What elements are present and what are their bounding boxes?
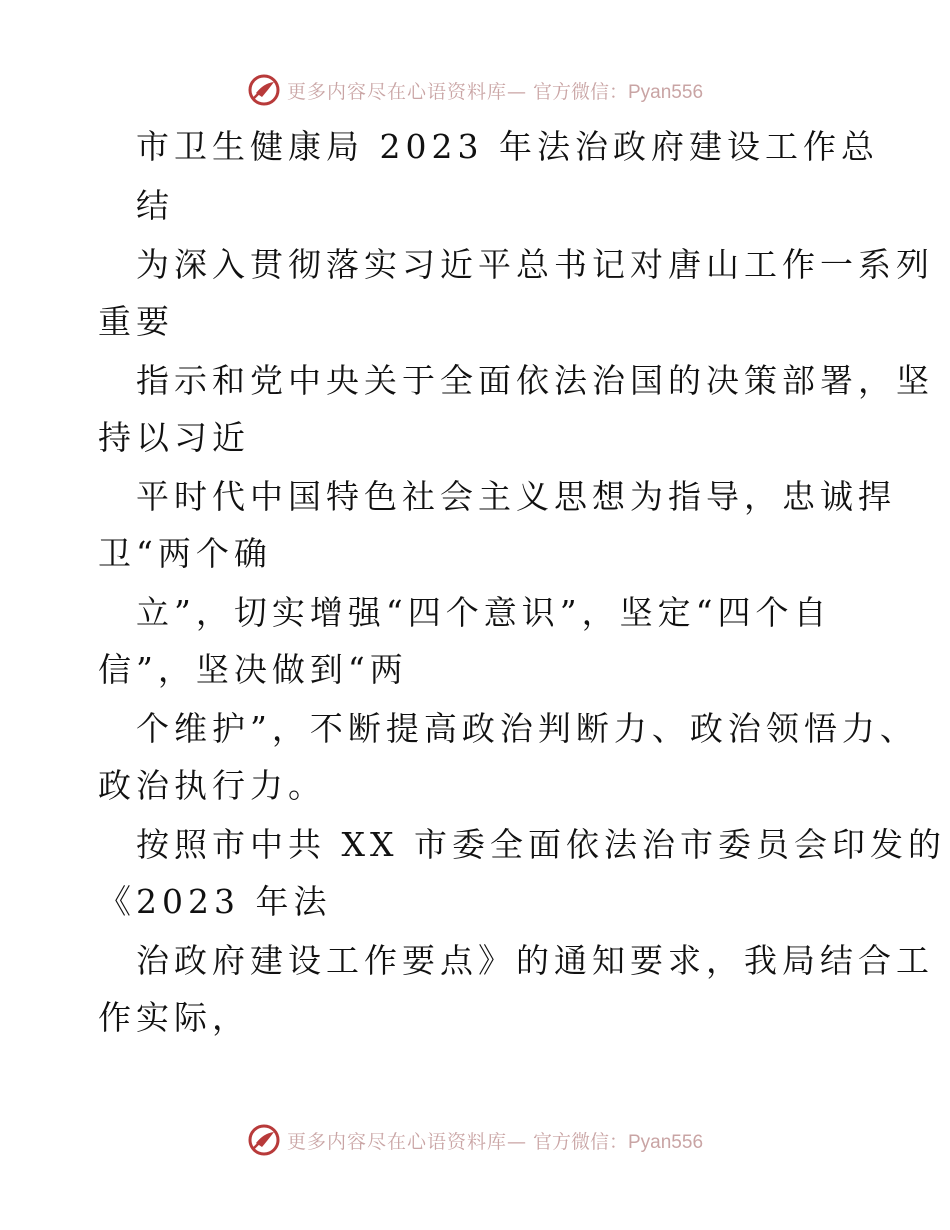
footer-watermark (0, 1120, 950, 1160)
title-line-1: 市卫生健康局 2023 年法治政府建设工作总 (136, 127, 879, 166)
watermark-contact: 官方微信：Pyan556 (533, 1131, 704, 1153)
paragraph-line: 作实际， (98, 998, 250, 1037)
watermark-text: 更多内容尽在心语资料库— (286, 1130, 527, 1153)
paragraph-line: 信”，坚决做到“两 (98, 650, 408, 689)
book-logo-icon (247, 73, 281, 107)
paragraph-line: 指示和党中央关于全面依法治国的决策部署，坚 (136, 361, 934, 400)
title-line-2: 结 (136, 186, 174, 225)
header-watermark (0, 70, 950, 110)
watermark-contact: 官方微信：Pyan556 (533, 81, 704, 103)
paragraph-line: 治政府建设工作要点》的通知要求，我局结合工 (136, 941, 934, 980)
paragraph-line: 为深入贯彻落实习近平总书记对唐山工作一系列 (136, 245, 934, 284)
paragraph-line: 持以习近 (98, 418, 250, 457)
watermark-text: 更多内容尽在心语资料库— (286, 80, 527, 103)
paragraph-line: 政治执行力。 (98, 766, 326, 805)
paragraph-line: 卫“两个确 (98, 534, 272, 573)
paragraph-line: 重要 (98, 302, 174, 341)
paragraph-line: 《2023 年法 (98, 882, 332, 921)
paragraph-line: 按照市中共 XX 市委全面依法治市委员会印发的 (136, 825, 946, 864)
paragraph-line: 平时代中国特色社会主义思想为指导，忠诚捍 (136, 477, 896, 516)
book-logo-icon (247, 1123, 281, 1157)
paragraph-line: 个维护”，不断提高政治判断力、政治领悟力、 (136, 709, 918, 748)
paragraph-line: 立”，切实增强“四个意识”，坚定“四个自 (136, 593, 832, 632)
